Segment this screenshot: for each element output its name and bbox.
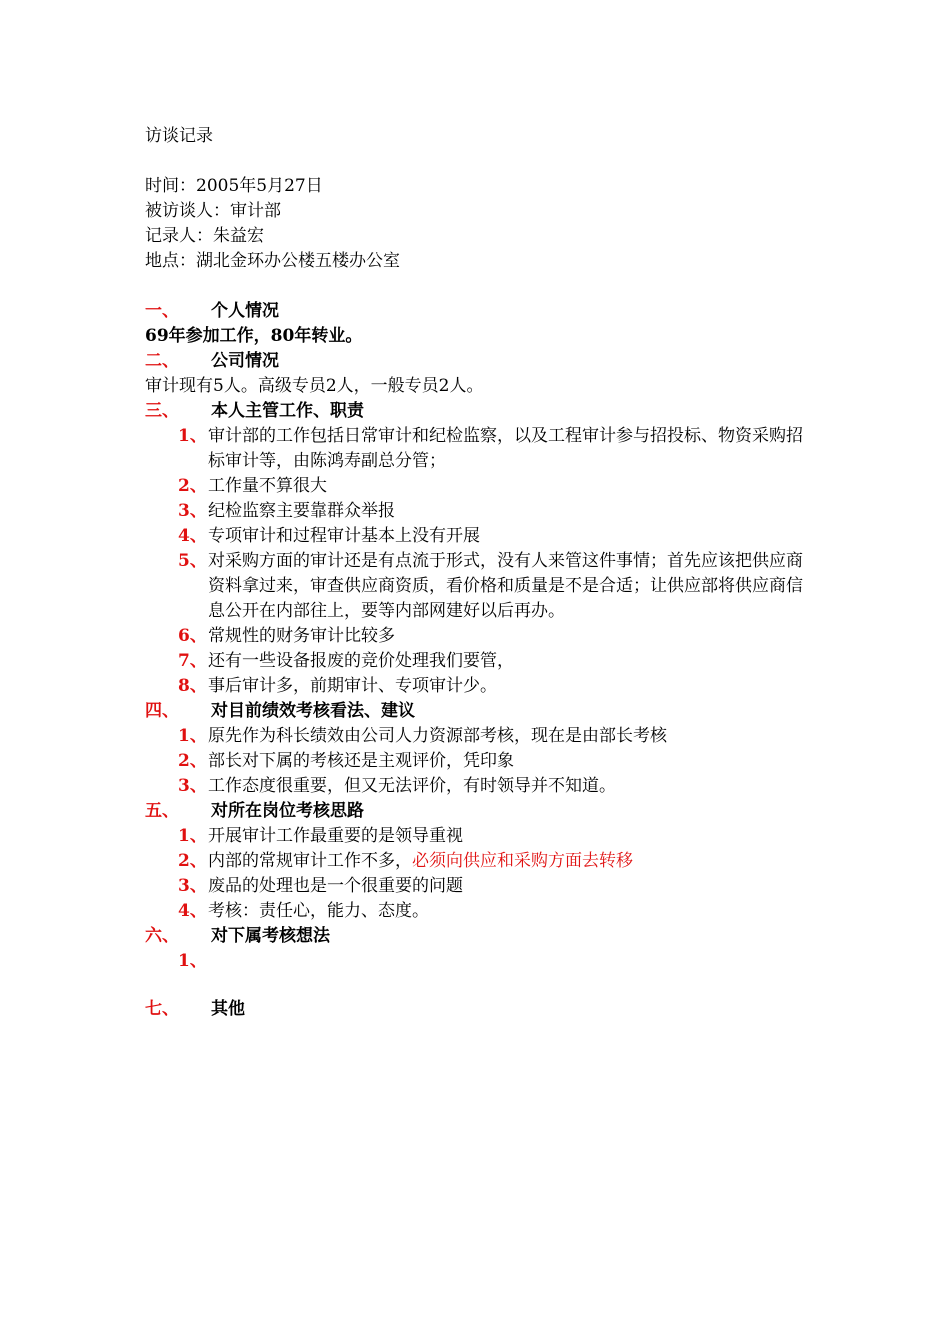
item-highlight-text: 必须向供应和采购方面去转移 [412, 851, 633, 871]
item-text: 部长对下属的考核还是主观评价，凭印象 [208, 751, 514, 771]
section-heading [145, 699, 415, 724]
meta-location: 地点：湖北金环办公楼五楼办公室 [145, 251, 400, 271]
list-item [178, 674, 818, 699]
list-item [178, 424, 818, 474]
item-text: 事后审计多，前期审计、专项审计少。 [208, 676, 497, 696]
item-text: 开展审计工作最重要的是领导重视 [208, 826, 463, 846]
section-heading [145, 799, 364, 824]
list-item [178, 774, 818, 799]
section-number: 五、 [145, 801, 179, 821]
section-heading [145, 997, 245, 1022]
item-number: 1、 [178, 726, 207, 746]
list-item [178, 474, 818, 499]
item-text: 原先作为科长绩效由公司人力资源部考核，现在是由部长考核 [208, 726, 667, 746]
section-heading [145, 399, 364, 424]
section-heading [145, 299, 279, 324]
meta-interviewee: 被访谈人：审计部 [145, 201, 281, 221]
item-number: 1、 [178, 826, 207, 846]
section-heading [145, 349, 279, 374]
item-number: 2、 [178, 476, 207, 496]
section-title: 对所在岗位考核思路 [211, 801, 364, 821]
section-number: 三、 [145, 401, 179, 421]
item-text: 考核：责任心，能力、态度。 [208, 901, 429, 921]
section-title: 本人主管工作、职责 [211, 401, 364, 421]
item-number: 7、 [178, 651, 207, 671]
list-item [178, 649, 818, 674]
list-item [178, 524, 818, 549]
list-item [178, 849, 818, 874]
item-number: 3、 [178, 501, 207, 521]
section-number: 二、 [145, 351, 179, 371]
document-title: 访谈记录 [145, 126, 213, 146]
item-text: 对采购方面的审计还是有点流于形式，没有人来管这件事情；首先应该把供应商资料拿过来，审查供应商资质，看价格和质量是不是合适；让供应部将供应商信息公开在内部往上，要等内部网建好以后再办。 [208, 551, 803, 621]
list-item [178, 874, 818, 899]
section-title: 对下属考核想法 [211, 926, 330, 946]
section-number: 四、 [145, 701, 179, 721]
section-body: 69年参加工作，80年转业。 [145, 326, 363, 346]
meta-time: 时间：2005年5月27日 [145, 176, 323, 196]
list-item [178, 624, 818, 649]
item-number: 2、 [178, 851, 207, 871]
item-text: 常规性的财务审计比较多 [208, 626, 395, 646]
list-item [178, 724, 818, 749]
item-text: 纪检监察主要靠群众举报 [208, 501, 395, 521]
section-number: 六、 [145, 926, 179, 946]
section-title: 其他 [211, 999, 245, 1019]
list-item [178, 899, 818, 924]
section-number: 七、 [145, 999, 179, 1019]
item-number: 5、 [178, 551, 207, 571]
section-title: 公司情况 [211, 351, 279, 371]
item-number: 4、 [178, 901, 207, 921]
section-heading [145, 924, 330, 949]
item-text: 工作量不算很大 [208, 476, 327, 496]
meta-recorder: 记录人：朱益宏 [145, 226, 264, 246]
item-text: 内部的常规审计工作不多， [208, 851, 412, 871]
item-number: 4、 [178, 526, 207, 546]
item-number: 2、 [178, 751, 207, 771]
item-number: 6、 [178, 626, 207, 646]
item-number: 1、 [178, 426, 207, 446]
item-text-wrapper [178, 849, 818, 874]
list-item [178, 549, 818, 624]
list-item [178, 499, 818, 524]
item-text: 废品的处理也是一个很重要的问题 [208, 876, 463, 896]
item-number: 8、 [178, 676, 207, 696]
section-number: 一、 [145, 301, 179, 321]
section-title: 对目前绩效考核看法、建议 [211, 701, 415, 721]
item-number: 3、 [178, 776, 207, 796]
item-text: 工作态度很重要，但又无法评价，有时领导并不知道。 [208, 776, 616, 796]
item-text: 专项审计和过程审计基本上没有开展 [208, 526, 480, 546]
list-item [178, 749, 818, 774]
section-body: 审计现有5人。高级专员2人，一般专员2人。 [145, 376, 484, 396]
list-item [178, 824, 818, 849]
item-number: 3、 [178, 876, 207, 896]
item-text: 审计部的工作包括日常审计和纪检监察，以及工程审计参与招投标、物资采购招标审计等，由陈鸿寿副总分管； [208, 426, 803, 471]
item-text: 还有一些设备报废的竞价处理我们要管， [208, 651, 514, 671]
item-number: 1、 [178, 951, 207, 971]
section-title: 个人情况 [211, 301, 279, 321]
